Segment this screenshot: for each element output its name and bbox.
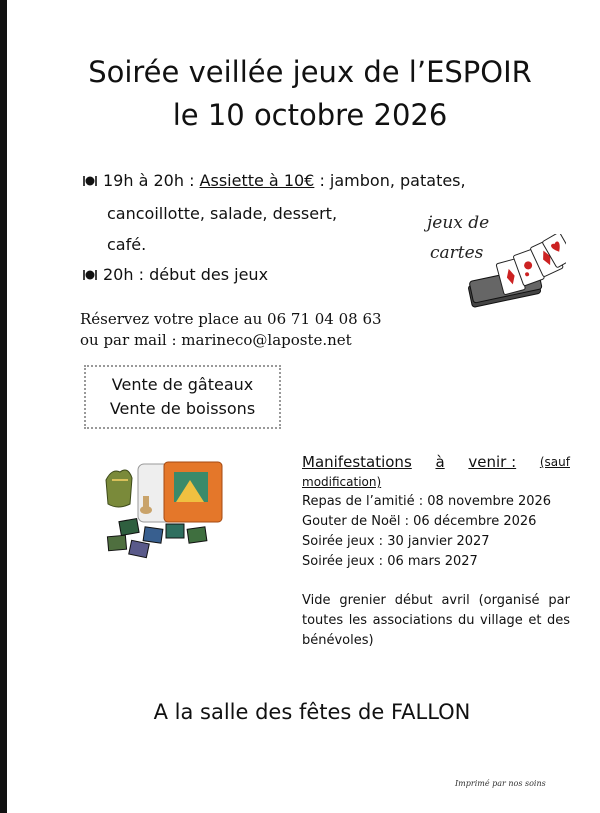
cards-caption-line-2: cartes [430, 243, 484, 263]
cutlery-plate-icon [83, 175, 97, 187]
events-heading-note: (sauf [539, 455, 570, 469]
event-item: Soirée jeux : 06 mars 2027 [302, 554, 478, 569]
sales-cakes: Vente de gâteaux [111, 375, 254, 394]
reservation-email: ou par mail : marineco@laposte.net [80, 331, 352, 349]
board-game-icon [100, 458, 226, 560]
sales-box [84, 365, 281, 429]
events-heading [302, 452, 570, 472]
venue: A la salle des fêtes de FALLON [153, 700, 471, 724]
title-line-1: Soirée veillée jeux de l’ESPOIR [88, 55, 532, 89]
vide-grenier-note: Vide grenier début avril (organisé par toutes les associations du village et des bénévoles) [302, 593, 570, 648]
event-item: Gouter de Noël : 06 décembre 2026 [302, 514, 537, 529]
menu-line-1 [83, 171, 466, 190]
cutlery-plate-icon [83, 269, 97, 281]
cards-caption-line-1: jeux de [427, 213, 490, 233]
reservation-phone: Réservez votre place au 06 71 04 08 63 [80, 310, 382, 328]
menu-items-2: cancoillotte, salade, dessert, [107, 204, 338, 223]
events-heading-word-3: venir : [468, 453, 517, 471]
sales-drinks: Vente de boissons [109, 399, 256, 418]
menu-dish: Assiette à 10€ [199, 171, 315, 190]
events-heading-note-2: modification) [302, 475, 382, 489]
printed-note: Imprimé par nos soins [455, 779, 546, 788]
events-heading-word-2: à [435, 453, 445, 471]
title-line-2: le 10 octobre 2026 [172, 98, 448, 132]
menu-items-3: café. [107, 235, 147, 254]
event-item: Repas de l’amitié : 08 novembre 2026 [302, 494, 552, 509]
menu-time-1: 19h à 20h : [103, 171, 195, 190]
menu-line-2 [83, 265, 268, 284]
menu-items-1: : jambon, patates, [319, 171, 466, 190]
playing-cards-icon [458, 234, 566, 316]
menu-start-text: 20h : début des jeux [103, 265, 269, 284]
event-item: Soirée jeux : 30 janvier 2027 [302, 534, 490, 549]
events-heading-word-1: Manifestations [302, 453, 412, 471]
upcoming-events [302, 452, 570, 651]
